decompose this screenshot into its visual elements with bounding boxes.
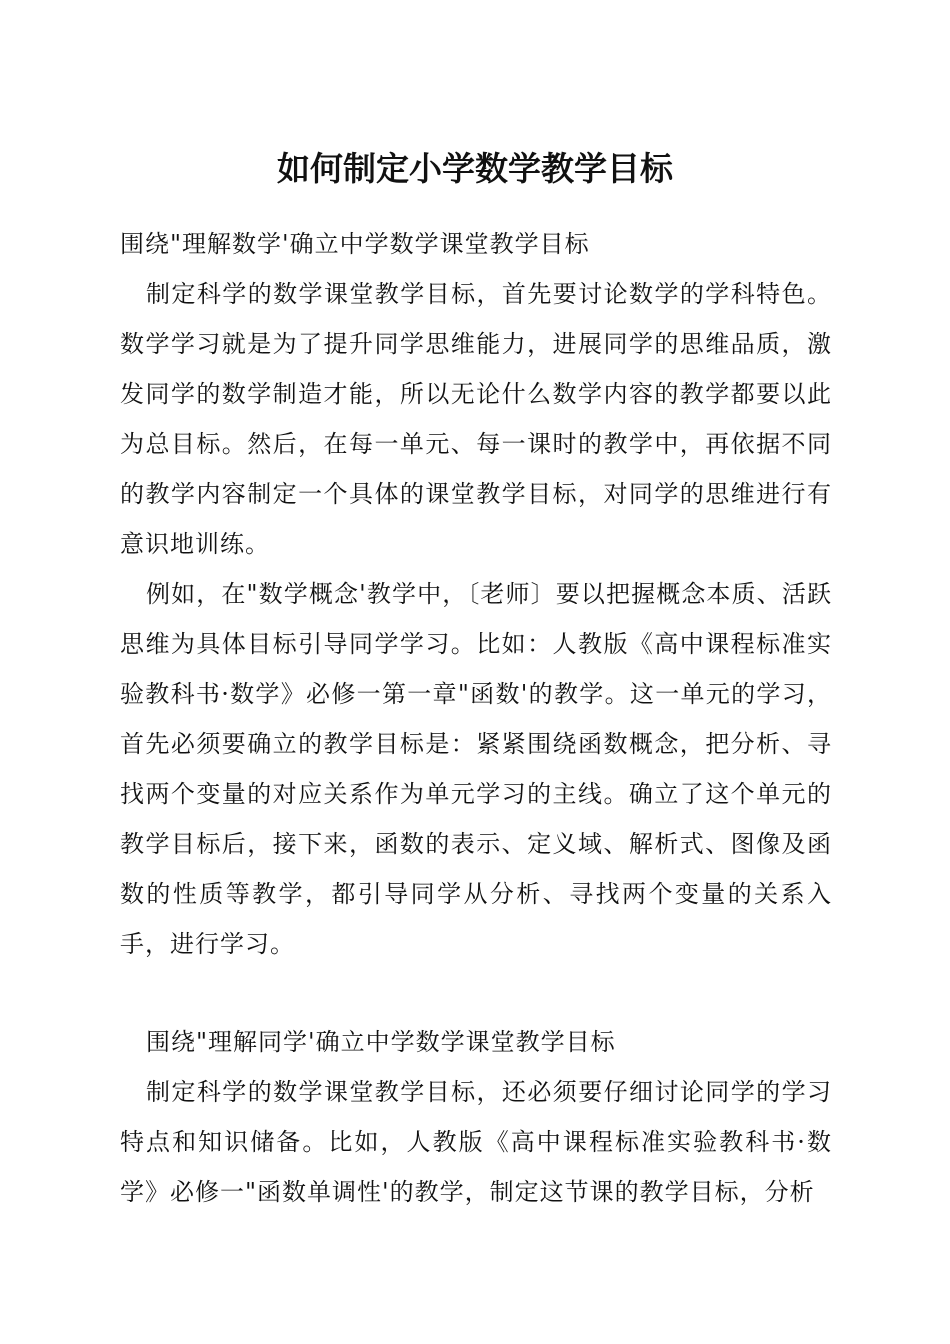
section-heading-understanding-math: 围绕"理解数学'确立中学数学课堂教学目标 — [120, 230, 590, 258]
paragraph-student-characteristics: 制定科学的数学课堂教学目标，还必须要仔细讨论同学的学习特点和知识储备。比如，人教版《高中课程标准实验教科书·数学》必修一"函数单调性'的教学，制定这节课的教学目标，分析 — [120, 1078, 832, 1206]
document-title: 如何制定小学数学教学目标 — [277, 149, 673, 188]
section-heading-understanding-students: 围绕"理解同学'确立中学数学课堂教学目标 — [146, 1028, 616, 1056]
paragraph-concept-teaching-example: 例如，在"数学概念'教学中，〔老师〕要以把握概念本质、活跃思维为具体目标引导同学学习。比如：人教版《高中课程标准实验教科书·数学》必修一第一章"函数'的教学。这一单元的学习，首先必须要确立的教学目标是：紧紧围绕函数概念，把分析、寻找两个变量的对应关系作为单元学习的主线。确立了这个单元的教学目标后，接下来，函数的表示、定义域、解析式、图像及函数的性质等教学，都引导同学从分析、寻找两个变量的关系入手，进行学习。 — [120, 580, 832, 958]
paragraph-subject-features: 制定科学的数学课堂教学目标，首先要讨论数学的学科特色。数学学习就是为了提升同学思维能力，进展同学的思维品质，激发同学的数学制造才能，所以无论什么数学内容的教学都要以此为总目标。然后，在每一单元、每一课时的教学中，再依据不同的教学内容制定一个具体的课堂教学目标，对同学的思维进行有意识地训练。 — [120, 280, 832, 558]
